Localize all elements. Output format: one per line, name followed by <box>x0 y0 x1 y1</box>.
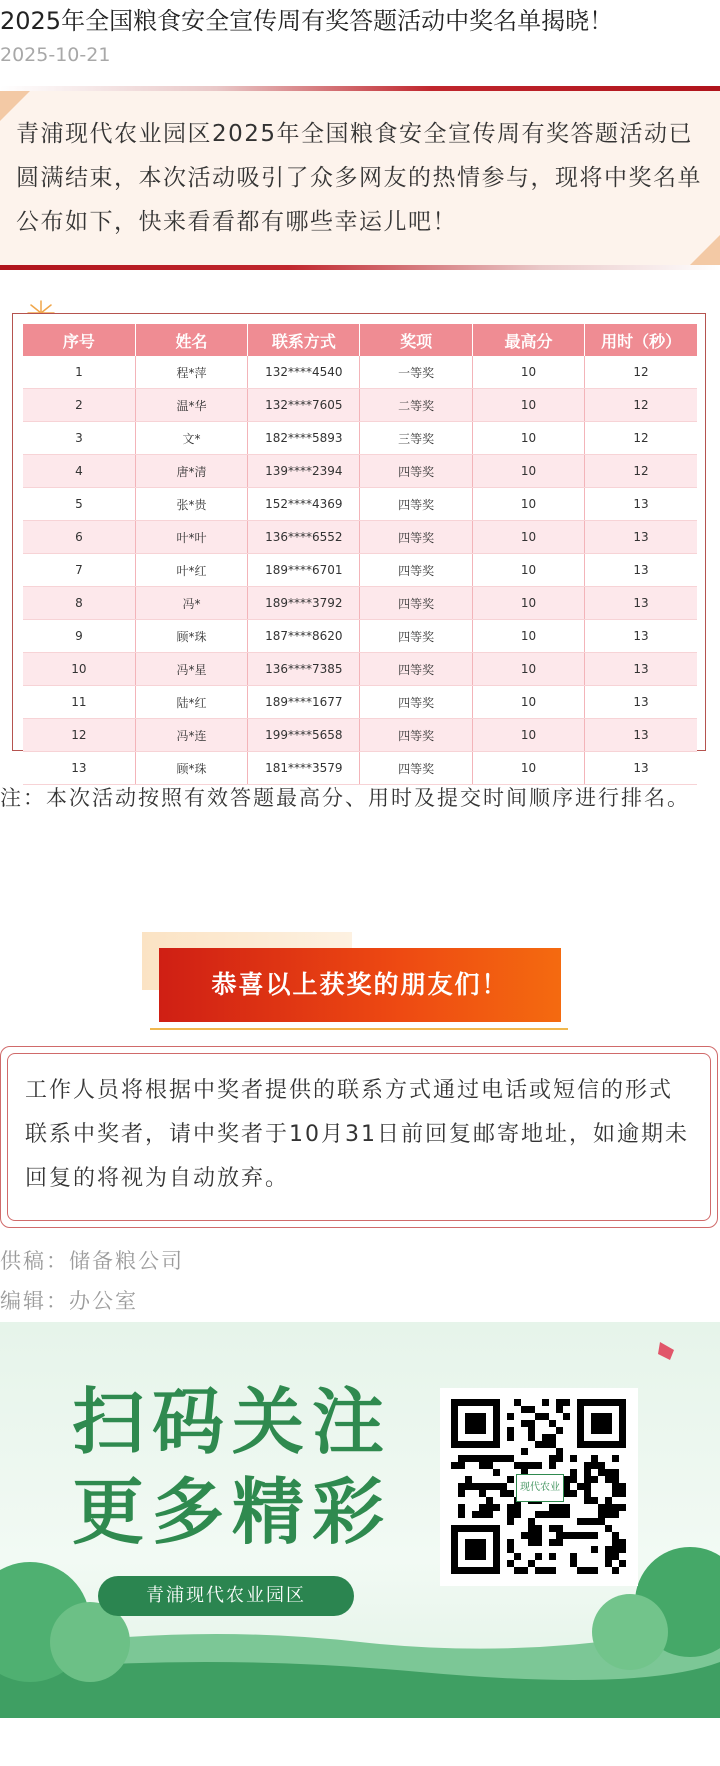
cell-contact: 152****4369 <box>248 488 360 521</box>
ranking-note: 注：本次活动按照有效答题最高分、用时及提交时间顺序进行排名。 <box>0 786 690 810</box>
table-row <box>23 686 697 719</box>
cell-index: 8 <box>23 587 135 620</box>
cell-index: 5 <box>23 488 135 521</box>
cell-score: 10 <box>472 389 584 422</box>
cell-time: 13 <box>585 620 697 653</box>
header-prize: 奖项 <box>360 324 472 356</box>
contributor-credit: 供稿：储备粮公司 <box>0 1249 184 1273</box>
cell-name: 叶*红 <box>135 554 247 587</box>
cell-index: 2 <box>23 389 135 422</box>
table-row <box>23 356 697 389</box>
congrats-underline <box>150 1028 568 1030</box>
winners-table-frame <box>12 313 706 776</box>
cell-contact: 189****3792 <box>248 587 360 620</box>
cell-name: 顾*珠 <box>135 752 247 785</box>
cell-prize: 四等奖 <box>360 686 472 719</box>
table-row <box>23 653 697 686</box>
cell-index: 6 <box>23 521 135 554</box>
cell-score: 10 <box>472 521 584 554</box>
cell-name: 叶*叶 <box>135 521 247 554</box>
cell-time: 13 <box>585 653 697 686</box>
cell-contact: 187****8620 <box>248 620 360 653</box>
cell-prize: 一等奖 <box>360 356 472 389</box>
cell-prize: 四等奖 <box>360 455 472 488</box>
banner-bottom-line <box>0 265 720 270</box>
publish-date: 2025-10-21 <box>0 44 111 66</box>
cell-contact: 181****3579 <box>248 752 360 785</box>
header-index: 序号 <box>23 324 135 356</box>
cell-name: 张*贵 <box>135 488 247 521</box>
cell-prize: 四等奖 <box>360 521 472 554</box>
banner-top-line <box>0 86 720 91</box>
cell-index: 10 <box>23 653 135 686</box>
cell-index: 11 <box>23 686 135 719</box>
intro-text: 青浦现代农业园区2025年全国粮食安全宣传周有奖答题活动已圆满结束，本次活动吸引了众多网友的热情参与，现将中奖名单公布如下，快来看看都有哪些幸运儿吧！ <box>16 121 702 235</box>
table-body <box>23 356 697 785</box>
cell-time: 13 <box>585 752 697 785</box>
table-row <box>23 554 697 587</box>
cell-score: 10 <box>472 752 584 785</box>
cell-time: 13 <box>585 719 697 752</box>
cell-index: 9 <box>23 620 135 653</box>
cell-contact: 139****2394 <box>248 455 360 488</box>
table-row <box>23 587 697 620</box>
follow-banner <box>0 1322 720 1718</box>
table-header-row <box>23 324 697 356</box>
cell-prize: 二等奖 <box>360 389 472 422</box>
cell-contact: 132****4540 <box>248 356 360 389</box>
corner-decoration-right <box>690 235 720 265</box>
cell-prize: 四等奖 <box>360 719 472 752</box>
congrats-banner: 恭喜以上获奖的朋友们！ <box>159 948 561 1022</box>
cell-name: 温*华 <box>135 389 247 422</box>
cell-index: 1 <box>23 356 135 389</box>
header-name: 姓名 <box>135 324 247 356</box>
cell-time: 13 <box>585 521 697 554</box>
cell-contact: 132****7605 <box>248 389 360 422</box>
table-row <box>23 620 697 653</box>
table-row <box>23 389 697 422</box>
slogan-line-2: 更多精彩 <box>72 1470 393 1554</box>
table-row <box>23 719 697 752</box>
cell-time: 12 <box>585 455 697 488</box>
cell-contact: 136****6552 <box>248 521 360 554</box>
cell-time: 12 <box>585 356 697 389</box>
qr-logo-text: 现代农业 <box>516 1474 564 1502</box>
cell-prize: 四等奖 <box>360 554 472 587</box>
header-time: 用时（秒） <box>585 324 697 356</box>
cell-contact: 199****5658 <box>248 719 360 752</box>
cell-index: 13 <box>23 752 135 785</box>
cell-name: 冯*连 <box>135 719 247 752</box>
contact-notice-text: 工作人员将根据中奖者提供的联系方式通过电话或短信的形式联系中奖者，请中奖者于10月31日前回复邮寄地址，如逾期未回复的将视为自动放弃。 <box>25 1078 689 1191</box>
slogan-line-1: 扫码关注 <box>72 1380 393 1464</box>
cell-name: 陆*红 <box>135 686 247 719</box>
cell-name: 文* <box>135 422 247 455</box>
cell-index: 12 <box>23 719 135 752</box>
cell-name: 唐*清 <box>135 455 247 488</box>
cell-time: 13 <box>585 686 697 719</box>
cell-score: 10 <box>472 488 584 521</box>
cell-score: 10 <box>472 653 584 686</box>
intro-banner <box>0 86 720 270</box>
cell-name: 程*萍 <box>135 356 247 389</box>
header-contact: 联系方式 <box>248 324 360 356</box>
cell-prize: 四等奖 <box>360 653 472 686</box>
cell-name: 冯*星 <box>135 653 247 686</box>
cell-score: 10 <box>472 356 584 389</box>
cell-score: 10 <box>472 587 584 620</box>
cell-time: 13 <box>585 587 697 620</box>
winners-table <box>23 324 697 785</box>
contact-notice-box <box>0 1046 718 1228</box>
cell-contact: 189****6701 <box>248 554 360 587</box>
cell-time: 12 <box>585 422 697 455</box>
cell-prize: 四等奖 <box>360 488 472 521</box>
cell-contact: 189****1677 <box>248 686 360 719</box>
editor-credit: 编辑：办公室 <box>0 1289 138 1313</box>
cell-prize: 四等奖 <box>360 587 472 620</box>
qr-code[interactable] <box>440 1388 638 1586</box>
cell-name: 顾*珠 <box>135 620 247 653</box>
cell-score: 10 <box>472 554 584 587</box>
cell-index: 4 <box>23 455 135 488</box>
cell-time: 13 <box>585 554 697 587</box>
cell-score: 10 <box>472 620 584 653</box>
table-row <box>23 488 697 521</box>
article-title: 2025年全国粮食安全宣传周有奖答题活动中奖名单揭晓！ <box>0 7 614 35</box>
cell-prize: 四等奖 <box>360 620 472 653</box>
cell-time: 13 <box>585 488 697 521</box>
cell-prize: 三等奖 <box>360 422 472 455</box>
table-row <box>23 521 697 554</box>
cell-time: 12 <box>585 389 697 422</box>
cell-score: 10 <box>472 719 584 752</box>
cell-contact: 136****7385 <box>248 653 360 686</box>
cell-score: 10 <box>472 455 584 488</box>
org-name-badge: 青浦现代农业园区 <box>98 1576 354 1616</box>
cell-index: 7 <box>23 554 135 587</box>
cell-contact: 182****5893 <box>248 422 360 455</box>
cell-name: 冯* <box>135 587 247 620</box>
table-row <box>23 422 697 455</box>
cell-index: 3 <box>23 422 135 455</box>
cell-prize: 四等奖 <box>360 752 472 785</box>
table-row <box>23 455 697 488</box>
cell-score: 10 <box>472 422 584 455</box>
header-score: 最高分 <box>472 324 584 356</box>
cell-score: 10 <box>472 686 584 719</box>
